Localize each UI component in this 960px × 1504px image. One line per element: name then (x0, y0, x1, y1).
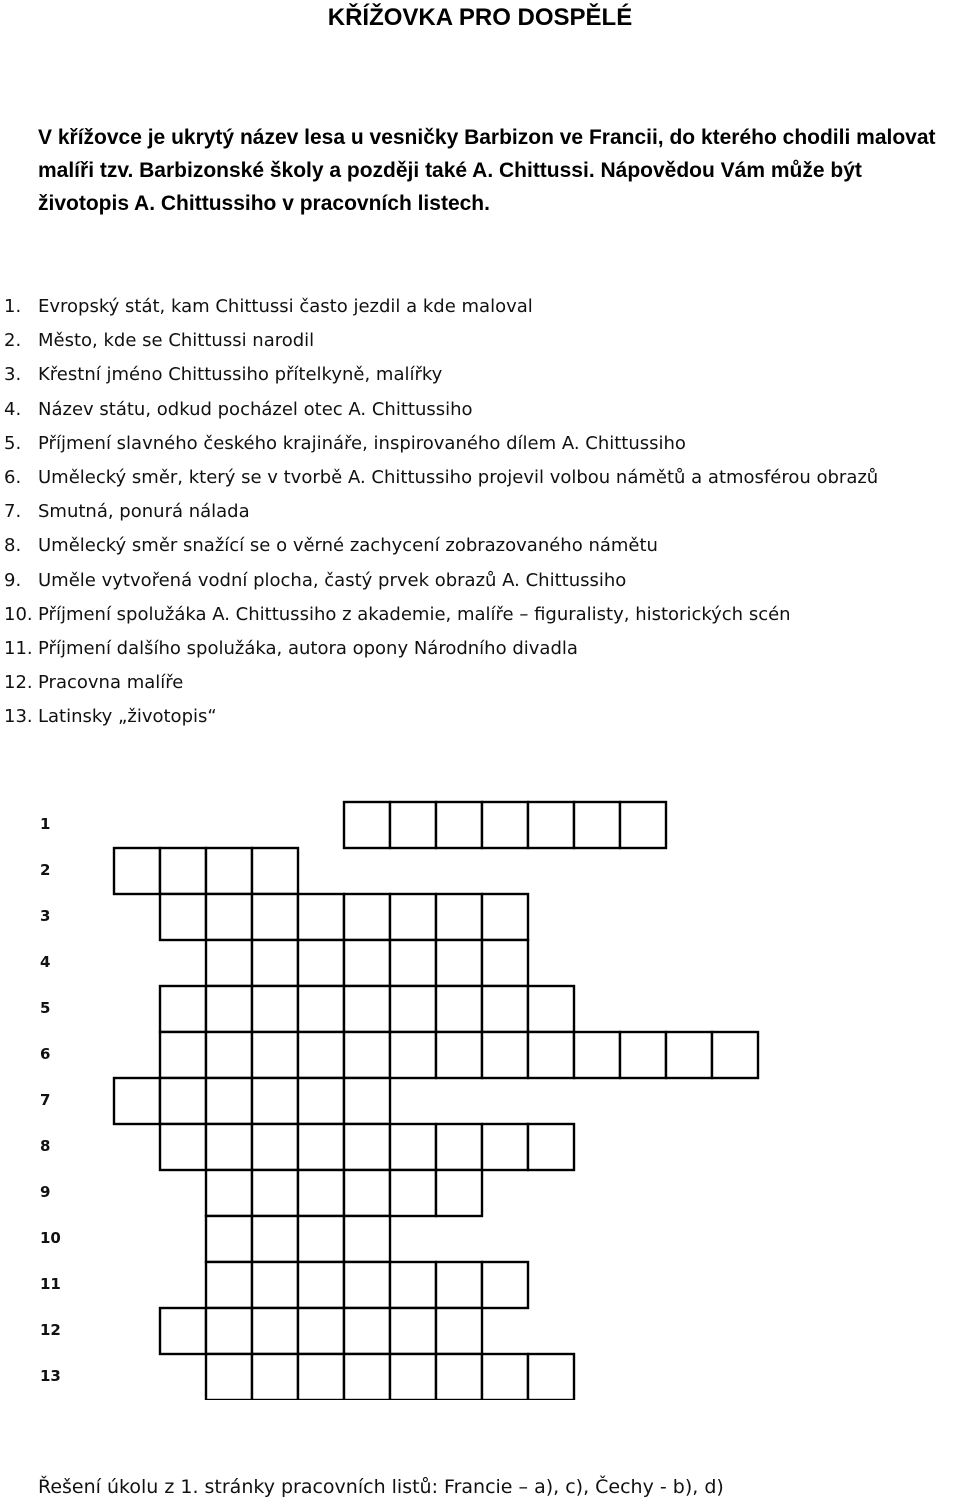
clue-number: 6. (4, 467, 22, 488)
grid-cell[interactable] (436, 1354, 482, 1400)
grid-cell[interactable] (114, 848, 160, 894)
clue-number: 10. (4, 603, 33, 625)
grid-cell[interactable] (390, 894, 436, 940)
grid-cell[interactable] (344, 1078, 390, 1124)
grid-cell[interactable] (344, 802, 390, 848)
clue-text: Evropský stát, kam Chittussi často jezdil a kde maloval (38, 296, 533, 317)
grid-cell[interactable] (344, 1032, 390, 1078)
grid-cell[interactable] (436, 1262, 482, 1308)
grid-cell[interactable] (160, 894, 206, 940)
intro-line: životopis A. Chittussiho v pracovních listech. (38, 192, 490, 215)
grid-cell[interactable] (252, 1032, 298, 1078)
grid-cell[interactable] (252, 1354, 298, 1400)
grid-cell[interactable] (482, 1354, 528, 1400)
grid-cell[interactable] (160, 1124, 206, 1170)
grid-cell[interactable] (528, 986, 574, 1032)
clue-text: Umělecký směr, který se v tvorbě A. Chittussiho projevil volbou námětů a atmosférou obrazů (38, 467, 879, 488)
grid-cell[interactable] (206, 1216, 252, 1262)
grid-cell[interactable] (528, 1124, 574, 1170)
grid-cell[interactable] (160, 1078, 206, 1124)
grid-cell[interactable] (482, 802, 528, 848)
grid-cell[interactable] (482, 1032, 528, 1078)
grid-cell[interactable] (344, 940, 390, 986)
grid-row-number: 6 (40, 1045, 51, 1063)
clue-number: 4. (4, 398, 22, 420)
grid-cell[interactable] (620, 1032, 666, 1078)
clue-number: 2. (4, 330, 22, 352)
clue-text: Umělecký směr snažící se o věrné zachycení zobrazovaného námětu (38, 535, 658, 557)
clue-number: 7. (4, 501, 22, 523)
grid-cell[interactable] (528, 802, 574, 848)
grid-row-number: 4 (40, 953, 51, 971)
grid-cell[interactable] (160, 986, 206, 1032)
grid-cell[interactable] (436, 940, 482, 986)
grid-cell[interactable] (206, 1262, 252, 1308)
grid-row-number: 11 (40, 1275, 61, 1293)
grid-cell[interactable] (390, 986, 436, 1032)
grid-cell[interactable] (206, 1124, 252, 1170)
clue-text: Křestní jméno Chittussiho přítelkyně, malířky (38, 364, 443, 386)
grid-cell[interactable] (482, 1124, 528, 1170)
grid-cell[interactable] (528, 1354, 574, 1400)
clue-text: Smutná, ponurá nálada (38, 501, 250, 523)
grid-cell[interactable] (160, 1308, 206, 1354)
grid-cell[interactable] (482, 1262, 528, 1308)
clue-text: Příjmení slavného českého krajináře, inspirovaného dílem A. Chittussiho (38, 432, 686, 454)
grid-cell[interactable] (344, 986, 390, 1032)
grid-cell[interactable] (206, 1032, 252, 1078)
grid-cell[interactable] (252, 1262, 298, 1308)
grid-cell[interactable] (528, 1032, 574, 1078)
grid-cell[interactable] (344, 1124, 390, 1170)
grid-cell[interactable] (298, 986, 344, 1032)
grid-cell[interactable] (252, 1216, 298, 1262)
clue-number: 1. (4, 296, 22, 317)
clue-text: Latinsky „životopis“ (38, 706, 217, 728)
grid-cell[interactable] (436, 802, 482, 848)
grid-cell[interactable] (298, 1216, 344, 1262)
grid-cell[interactable] (206, 1170, 252, 1216)
clue-text: Příjmení spolužáka A. Chittussiho z akademie, malíře – figuralisty, historických scén (38, 603, 791, 625)
grid-row-number: 10 (40, 1229, 61, 1247)
intro-paragraph (38, 121, 938, 220)
clue-number: 12. (4, 672, 33, 694)
grid-row-number: 12 (40, 1321, 61, 1339)
grid-cell[interactable] (298, 1170, 344, 1216)
grid-cell[interactable] (390, 940, 436, 986)
grid-row-number: 2 (40, 861, 51, 879)
grid-cell[interactable] (252, 1308, 298, 1354)
grid-cell[interactable] (712, 1032, 758, 1078)
grid-cell[interactable] (114, 1078, 160, 1124)
crossword (0, 800, 960, 1400)
grid-cell[interactable] (666, 1032, 712, 1078)
grid-cell[interactable] (298, 940, 344, 986)
grid-cell[interactable] (344, 1308, 390, 1354)
grid-cell[interactable] (436, 1032, 482, 1078)
clue-number: 5. (4, 432, 22, 454)
grid-cell[interactable] (436, 1308, 482, 1354)
grid-row-number: 7 (40, 1091, 51, 1109)
grid-row-number: 5 (40, 999, 51, 1017)
clue-text: Příjmení dalšího spolužáka, autora opony Národního divadla (38, 638, 578, 659)
clue-number: 9. (4, 569, 22, 591)
grid-cell[interactable] (252, 1078, 298, 1124)
grid-cell[interactable] (252, 848, 298, 894)
page-title: KŘÍŽOVKA PRO DOSPĚLÉ (327, 4, 633, 31)
intro-line: V křížovce je ukrytý název lesa u vesničky Barbizon ve Francii, do kterého chodili malovat (38, 126, 936, 149)
grid-cell[interactable] (482, 986, 528, 1032)
clue-number: 11. (4, 638, 33, 659)
grid-cell[interactable] (298, 1308, 344, 1354)
grid-cell[interactable] (252, 940, 298, 986)
grid-cell[interactable] (390, 1354, 436, 1400)
grid-cell[interactable] (390, 1032, 436, 1078)
clue-number: 3. (4, 364, 22, 386)
grid-cell[interactable] (206, 1308, 252, 1354)
grid-cell[interactable] (482, 894, 528, 940)
grid-cell[interactable] (298, 894, 344, 940)
grid-cell[interactable] (574, 802, 620, 848)
grid-cell[interactable] (344, 1262, 390, 1308)
grid-cell[interactable] (482, 940, 528, 986)
grid-cell[interactable] (344, 1354, 390, 1400)
grid-cell[interactable] (252, 1170, 298, 1216)
grid-cell[interactable] (298, 1262, 344, 1308)
clue-text: Pracovna malíře (38, 672, 184, 694)
clue-text: Uměle vytvořená vodní plocha, častý prvek obrazů A. Chittussiho (38, 569, 627, 591)
clue-text: Město, kde se Chittussi narodil (38, 330, 315, 352)
clue-text: Název státu, odkud pocházel otec A. Chittussiho (38, 398, 473, 420)
grid-row-number: 13 (40, 1367, 61, 1385)
grid-row-number: 9 (40, 1183, 51, 1201)
grid-cell[interactable] (160, 1032, 206, 1078)
grid-cell[interactable] (206, 1354, 252, 1400)
grid-cell[interactable] (436, 1124, 482, 1170)
grid-cell[interactable] (344, 894, 390, 940)
grid-cell[interactable] (206, 1078, 252, 1124)
grid-cell[interactable] (390, 1262, 436, 1308)
grid-cell[interactable] (436, 894, 482, 940)
grid-cell[interactable] (390, 1308, 436, 1354)
grid-cell[interactable] (298, 1032, 344, 1078)
grid-cell[interactable] (620, 802, 666, 848)
grid-cell[interactable] (436, 986, 482, 1032)
grid-cell[interactable] (206, 848, 252, 894)
grid-cell[interactable] (298, 1124, 344, 1170)
grid-cell[interactable] (390, 1170, 436, 1216)
grid-cell[interactable] (298, 1354, 344, 1400)
grid-cell[interactable] (436, 1170, 482, 1216)
grid-row-number: 3 (40, 907, 51, 925)
grid-cell[interactable] (206, 986, 252, 1032)
grid-cell[interactable] (206, 940, 252, 986)
grid-cell[interactable] (390, 1124, 436, 1170)
grid-cell[interactable] (252, 986, 298, 1032)
grid-cell[interactable] (252, 1124, 298, 1170)
intro-line: malíři tzv. Barbizonské školy a později také A. Chittussi. Nápovědou Vám může být (38, 159, 862, 182)
grid-cell[interactable] (252, 894, 298, 940)
grid-cell[interactable] (206, 894, 252, 940)
solution-note: Řešení úkolu z 1. stránky pracovních listů: Francie – a), c), Čechy - b), d) (38, 1476, 724, 1498)
grid-cell[interactable] (298, 1078, 344, 1124)
grid-row-number: 1 (40, 815, 51, 833)
clue-number: 13. (4, 706, 33, 728)
grid-cell[interactable] (574, 1032, 620, 1078)
grid-cell[interactable] (160, 848, 206, 894)
clue-number: 8. (4, 535, 22, 557)
grid-row-number: 8 (40, 1137, 51, 1155)
crossword-grid (0, 800, 960, 1400)
grid-cell[interactable] (344, 1170, 390, 1216)
grid-cell[interactable] (344, 1216, 390, 1262)
grid-cell[interactable] (390, 802, 436, 848)
